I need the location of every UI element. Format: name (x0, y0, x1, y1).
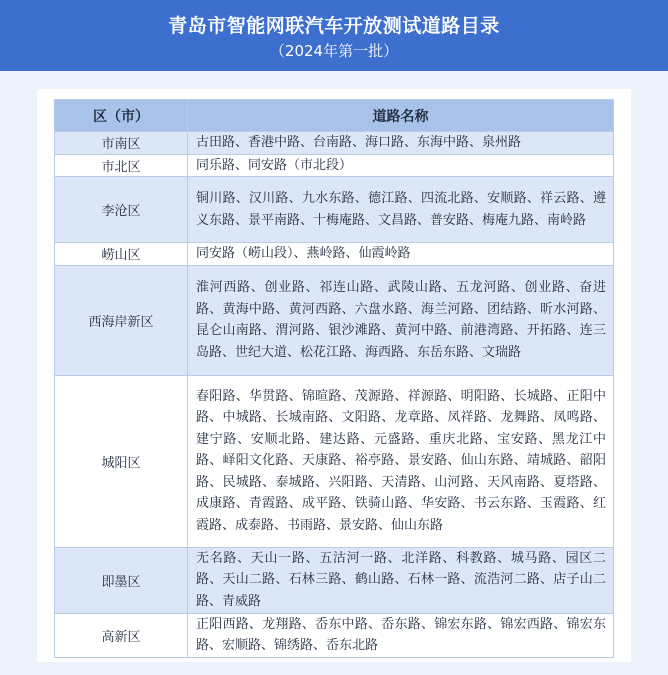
table-row (55, 177, 614, 243)
page-subtitle: （2024年第一批） (269, 42, 399, 60)
district-cell: 李沧区 (55, 177, 188, 243)
table-row (55, 265, 614, 375)
column-header-roads: 道路名称 (188, 100, 614, 132)
roads-cell: 淮河西路、创业路、祁连山路、武陵山路、五龙河路、创业路、奋进路、黄海中路、黄河西路、六盘水路、海兰河路、团结路、昕水河路、昆仑山南路、渭河路、银沙滩路、黄河中路、前港湾路、开拓路、连三岛路、世纪大道、松花江路、海西路、东岳东路、文瑞路 (188, 265, 614, 375)
district-cell: 市南区 (55, 132, 188, 155)
district-cell: 西海岸新区 (55, 265, 188, 375)
district-cell: 市北区 (55, 154, 188, 177)
table-row (55, 613, 614, 657)
table-row (55, 547, 614, 613)
table-header-row (55, 100, 614, 132)
column-header-district: 区（市） (55, 100, 188, 132)
table-row (55, 132, 614, 155)
roads-cell: 古田路、香港中路、台南路、海口路、东海中路、泉州路 (188, 132, 614, 155)
roads-cell: 铜川路、汉川路、九水东路、德江路、四流北路、安顺路、祥云路、遵义东路、景平南路、十梅庵路、文昌路、普安路、梅庵九路、南岭路 (188, 177, 614, 243)
district-cell: 即墨区 (55, 547, 188, 613)
table-row (55, 375, 614, 547)
district-cell: 城阳区 (55, 375, 188, 547)
roads-cell: 无名路、天山一路、五沽河一路、北洋路、科教路、城马路、园区二路、天山二路、石林三路、鹤山路、石林一路、流浩河二路、店子山二路、青威路 (188, 547, 614, 613)
table-row (55, 154, 614, 177)
road-directory-table (54, 99, 614, 658)
roads-cell: 同安路（崂山段）、燕岭路、仙霞岭路 (188, 243, 614, 266)
road-list-panel (37, 89, 631, 662)
roads-cell: 同乐路、同安路（市北段） (188, 154, 614, 177)
roads-cell: 春阳路、华贯路、锦暄路、茂源路、祥源路、明阳路、长城路、正阳中路、中城路、长城南路、文阳路、龙章路、凤祥路、龙舞路、凤鸣路、建宁路、安顺北路、建达路、元盛路、重庆北路、宝安路、黑龙江中路、峄阳文化路、天康路、裕亭路、景安路、仙山东路、靖城路、韶阳路、民城路、泰城路、兴阳路、天清路、山河路、天风南路、夏塔路、成康路、青霞路、成平路、铁骑山路、华安路、书云东路、玉霞路、红霞路、成泰路、书雨路、景安路、仙山东路 (188, 375, 614, 547)
district-cell: 高新区 (55, 613, 188, 657)
table-row (55, 243, 614, 266)
district-cell: 崂山区 (55, 243, 188, 266)
roads-cell: 正阳西路、龙翔路、岙东中路、岙东路、锦宏东路、锦宏西路、锦宏东路、宏顺路、锦绣路、岙东北路 (188, 613, 614, 657)
page-header (0, 0, 668, 71)
page-title: 青岛市智能网联汽车开放测试道路目录 (168, 15, 500, 37)
